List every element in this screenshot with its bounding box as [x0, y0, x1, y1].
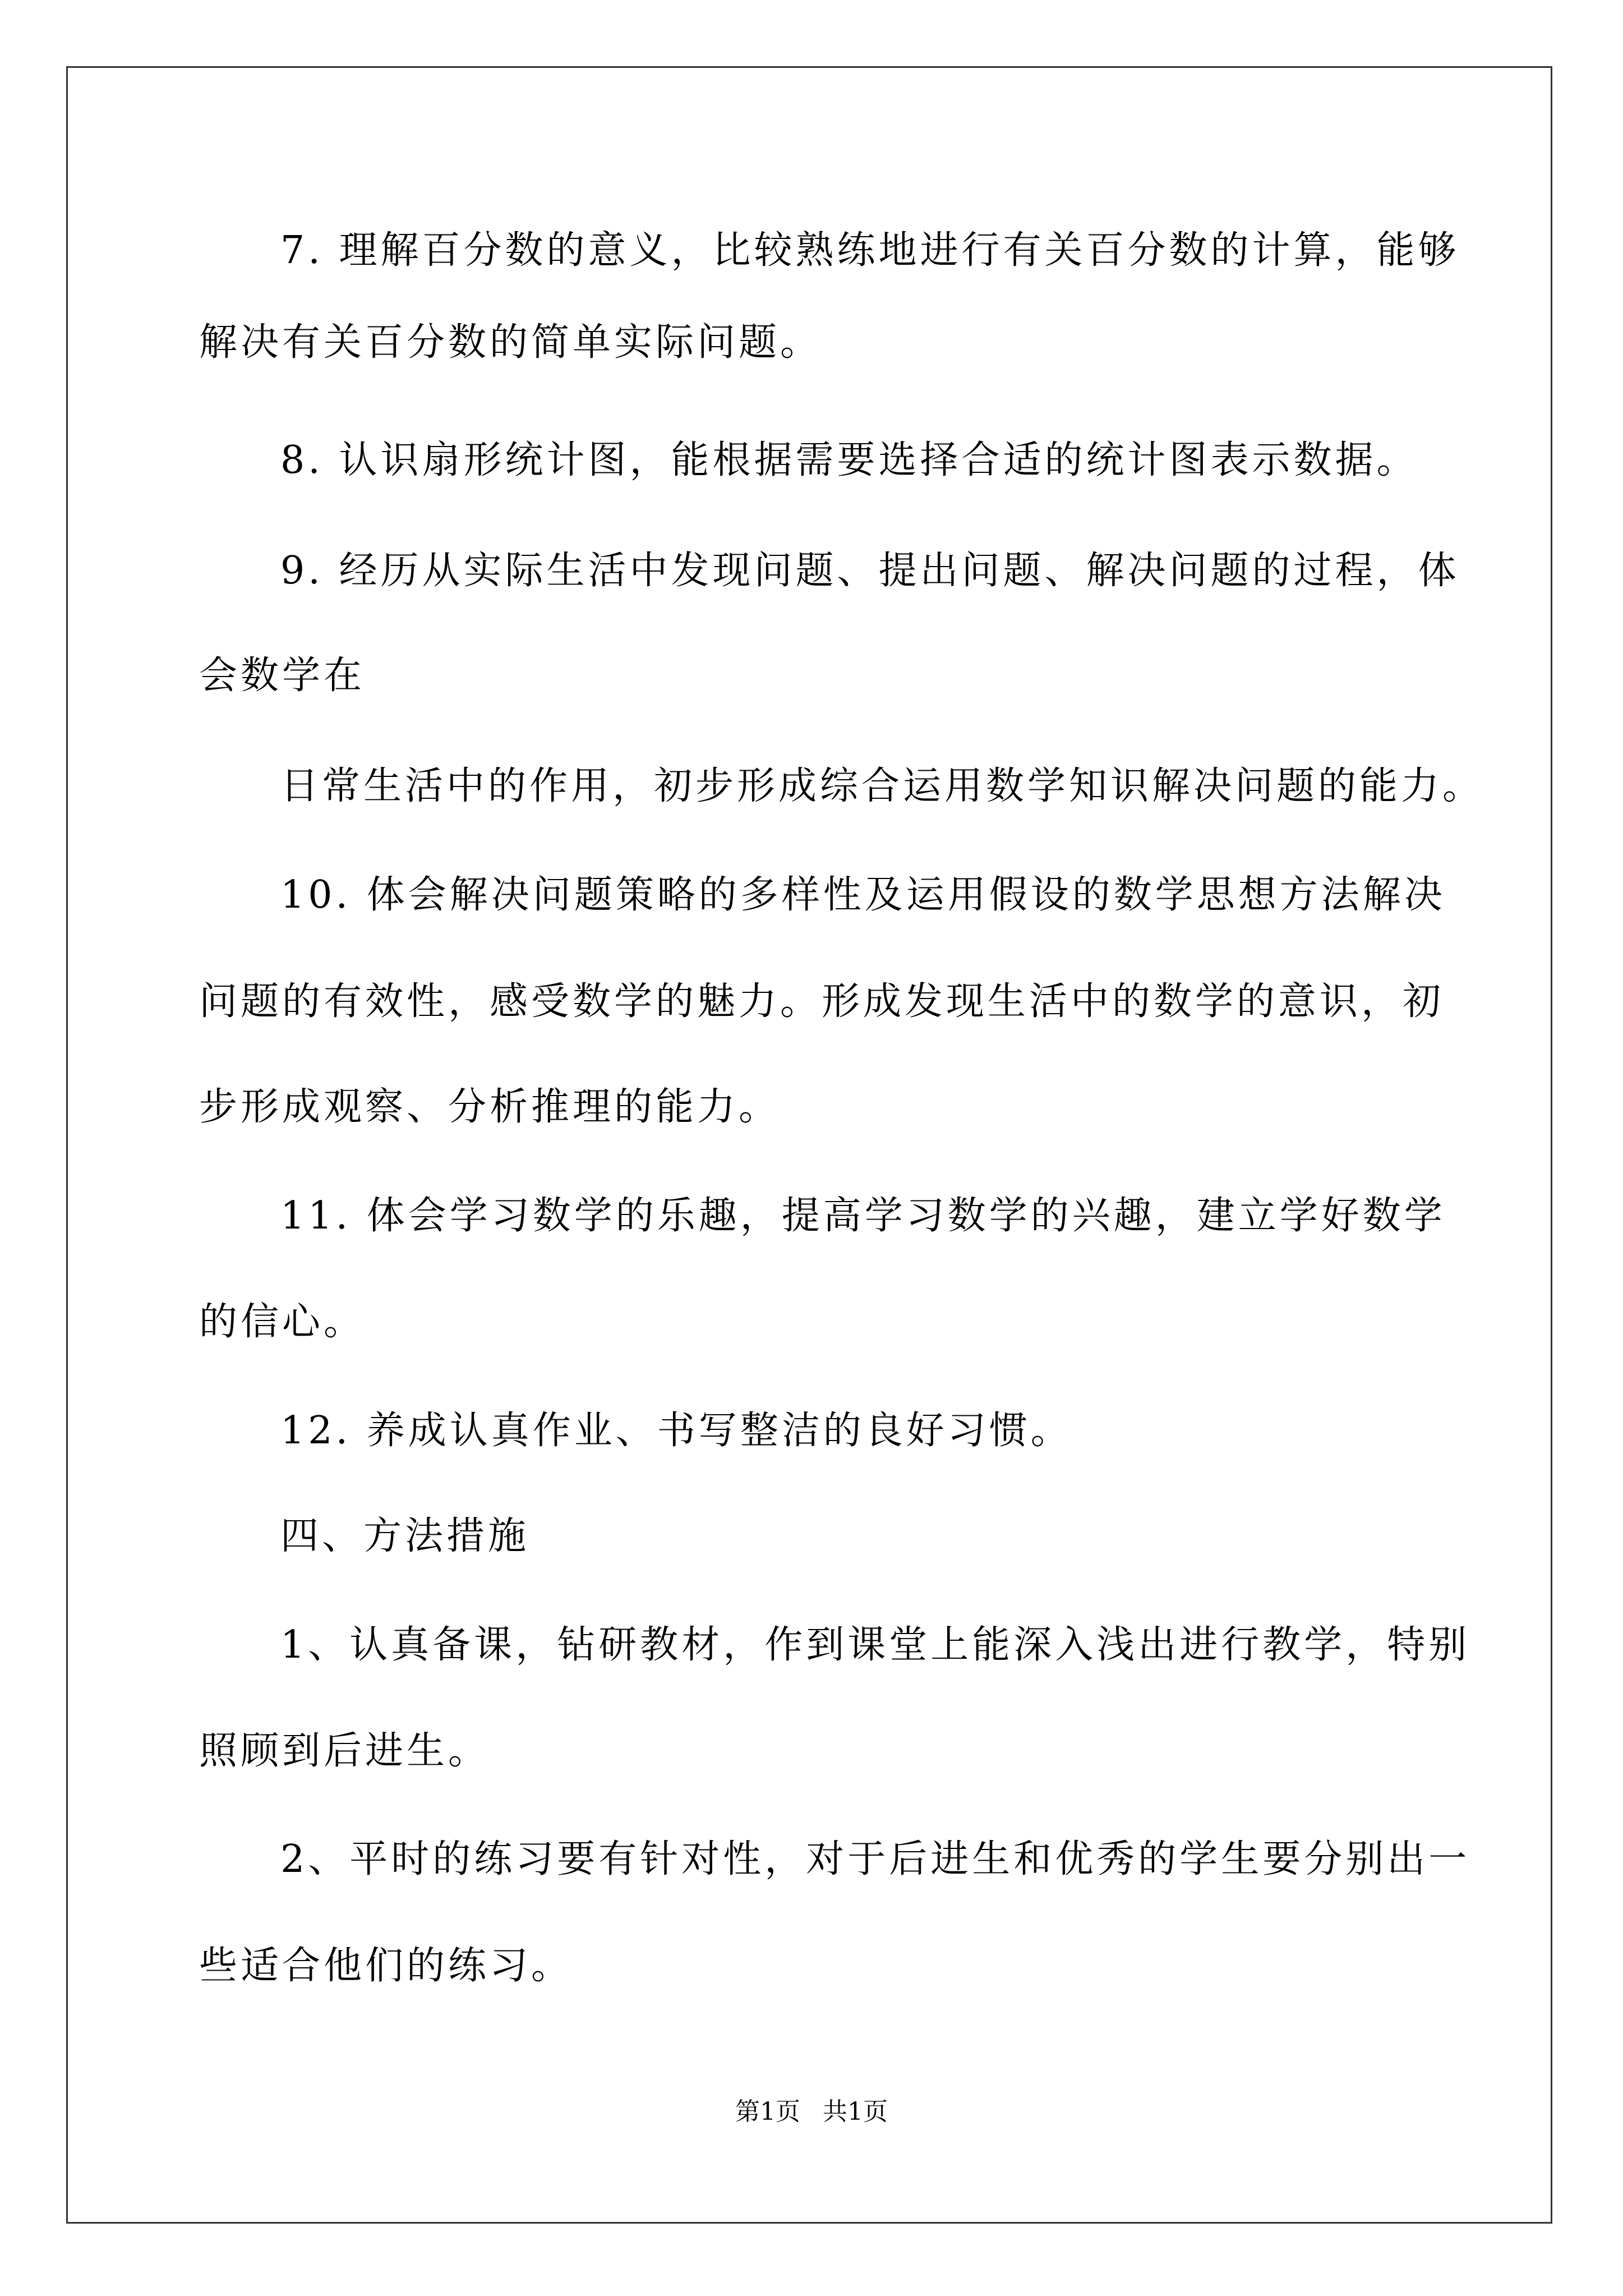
paragraph-line: 步形成观察、分析推理的能力。 [199, 1085, 781, 1129]
paragraph-line: 12. 养成认真作业、书写整洁的良好习惯。 [280, 1409, 1072, 1453]
paragraph-line: 些适合他们的练习。 [199, 1944, 573, 1988]
paragraph-line: 的信心。 [199, 1300, 366, 1344]
paragraph-line: 7. 理解百分数的意义，比较熟练地进行有关百分数的计算，能够 [280, 228, 1460, 273]
page-total: 共1页 [823, 2097, 888, 2126]
paragraph-line: 问题的有效性，感受数学的魅力。形成发现生活中的数学的意识，初 [199, 979, 1445, 1024]
paragraph-line: 2、平时的练习要有针对性，对于后进生和优秀的学生要分别出一 [280, 1837, 1470, 1881]
paragraph-line: 11. 体会学习数学的乐趣，提高学习数学的兴趣，建立学好数学 [280, 1194, 1446, 1238]
paragraph-line: 照顾到后进生。 [199, 1729, 490, 1773]
page-footer [0, 2095, 1623, 2129]
paragraph-line: 1、认真备课，钻研教材，作到课堂上能深入浅出进行教学，特别 [280, 1623, 1470, 1667]
page-number: 第1页 [735, 2097, 800, 2126]
paragraph-line: 会数学在 [199, 654, 366, 698]
page-frame [66, 66, 1552, 2224]
paragraph-line: 日常生活中的作用，初步形成综合运用数学知识解决问题的能力。 [280, 764, 1484, 808]
paragraph-line: 8. 认识扇形统计图，能根据需要选择合适的统计图表示数据。 [280, 438, 1418, 482]
section-heading: 四、方法措施 [280, 1514, 530, 1558]
paragraph-line: 10. 体会解决问题策略的多样性及运用假设的数学思想方法解决 [280, 873, 1446, 917]
paragraph-line: 解决有关百分数的简单实际问题。 [199, 320, 822, 365]
paragraph-line: 9. 经历从实际生活中发现问题、提出问题、解决问题的过程，体 [280, 549, 1460, 593]
